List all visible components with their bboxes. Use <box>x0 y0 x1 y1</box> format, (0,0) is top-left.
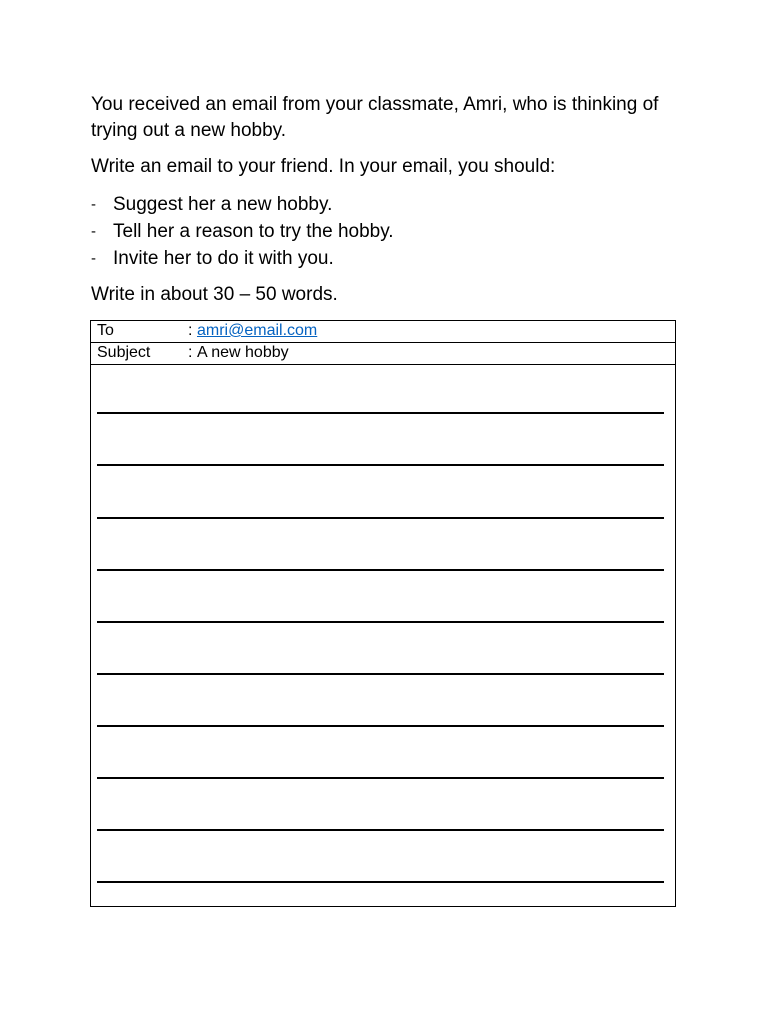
subject-value: A new hobby <box>197 344 289 361</box>
bullet-marker: - <box>91 223 96 240</box>
bullet-item-suggest <box>91 191 691 218</box>
writing-line <box>97 569 664 571</box>
bullet-item-invite <box>91 245 691 272</box>
subject-separator: : <box>188 344 193 361</box>
writing-line <box>97 777 664 779</box>
bullet-marker: - <box>91 196 96 213</box>
email-to-row <box>91 321 675 343</box>
writing-line <box>97 517 664 519</box>
bullet-text: Invite her to do it with you. <box>113 248 334 269</box>
writing-line <box>97 829 664 831</box>
bullet-item-reason <box>91 218 691 245</box>
task-bullet-list <box>91 191 691 272</box>
task-text: Write an email to your friend. In your email, you should: <box>91 156 556 177</box>
bullet-text: Suggest her a new hobby. <box>113 194 333 215</box>
bullet-text: Tell her a reason to try the hobby. <box>113 221 394 242</box>
to-email-link[interactable]: amri@email.com <box>197 322 318 339</box>
word-limit-text: Write in about 30 – 50 words. <box>91 284 338 305</box>
subject-label: Subject <box>97 344 151 361</box>
writing-line <box>97 621 664 623</box>
writing-line <box>97 725 664 727</box>
writing-line <box>97 881 664 883</box>
bullet-marker: - <box>91 250 96 267</box>
to-label: To <box>97 322 114 339</box>
writing-area[interactable] <box>91 364 675 906</box>
intro-text: You received an email from your classmate, Amri, who is thinking of trying out a new hobby. <box>91 94 659 141</box>
writing-line <box>97 673 664 675</box>
to-separator: : <box>188 322 193 339</box>
email-subject-row <box>91 343 675 365</box>
email-form <box>90 320 676 907</box>
writing-line <box>97 464 664 466</box>
writing-line <box>97 412 664 414</box>
